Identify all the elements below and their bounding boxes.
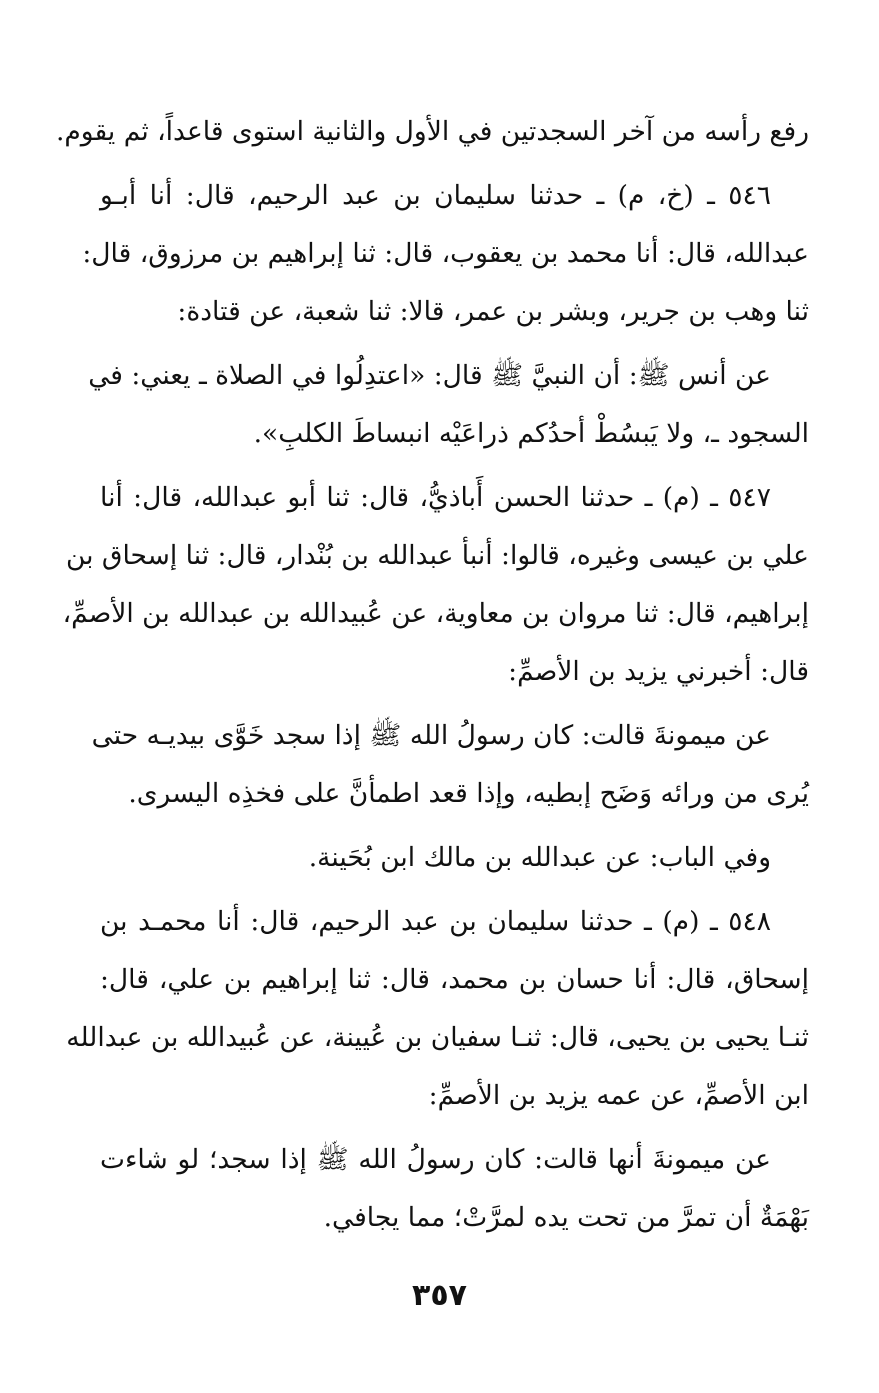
- text-line: ثنا وهب بن جرير، وبشر بن عمر، قالا: ثنا شعبة، عن قتادة:: [177, 296, 809, 327]
- text-line: ثنـا يحيى بن يحيى، قال: ثنـا سفيان بن عُيينة، عن عُبيدالله بن عبدالله: [66, 1022, 809, 1053]
- paragraph: [82, 167, 809, 341]
- text-line: عن أنس ﷺ: أن النبيَّ ﷺ قال: «اعتدِلُوا في الصلاة ـ يعني: في: [88, 360, 771, 391]
- paragraph: [91, 707, 809, 823]
- text-line: إبراهيم، قال: ثنا مروان بن معاوية، عن عُبيدالله بن عبدالله بن الأصمِّ،: [62, 598, 809, 629]
- paragraph: [55, 103, 809, 161]
- text-line: إسحاق، قال: أنا حسان بن محمد، قال: ثنا إبراهيم بن علي، قال:: [100, 964, 809, 995]
- text-line: بَهْمَةٌ أن تمرَّ من تحت يده لمرَّتْ؛ مما يجافي.: [323, 1202, 809, 1233]
- text-line: ابن الأصمِّ، عن عمه يزيد بن الأصمِّ:: [428, 1080, 809, 1111]
- main-text: [55, 103, 809, 1253]
- paragraph: [66, 893, 809, 1125]
- text-line: ٥٤٨ ـ (م) ـ حدثنا سليمان بن عبد الرحيم، قال: أنا محمـد بن: [100, 906, 771, 937]
- text-line: يُرى من ورائه وَضَح إبطيه، وإذا قعد اطمأنَّ على فخذِه اليسرى.: [128, 778, 809, 809]
- text-line: رفع رأسه من آخر السجدتين في الأول والثانية استوى قاعداً، ثم يقوم.: [55, 116, 809, 147]
- text-line: وفي الباب: عن عبدالله بن مالك ابن بُحَينة.: [308, 842, 771, 873]
- paragraph: [62, 469, 809, 701]
- text-line: عبدالله، قال: أنا محمد بن يعقوب، قال: ثنا إبراهيم بن مرزوق، قال:: [82, 238, 809, 269]
- text-line: عن ميمونةَ قالت: كان رسولُ الله ﷺ إذا سجد خَوَّى بيديـه حتى: [91, 720, 771, 751]
- paragraph: [88, 347, 809, 463]
- text-line: ٥٤٧ ـ (م) ـ حدثنا الحسن أَباذيُّ، قال: ثنا أبو عبدالله، قال: أنا: [100, 482, 771, 513]
- paragraph: [100, 1131, 809, 1247]
- text-line: السجود ـ، ولا يَبسُطْ أحدُكم ذراعَيْه انبساطَ الكلبِ».: [253, 418, 809, 449]
- text-line: عن ميمونةَ أنها قالت: كان رسولُ الله ﷺ إذا سجد؛ لو شاءت: [100, 1144, 771, 1175]
- page-number: ٣٥٧: [412, 1278, 467, 1313]
- paragraph: [100, 829, 809, 887]
- text-line: قال: أخبرني يزيد بن الأصمِّ:: [508, 656, 809, 687]
- text-line: علي بن عيسى وغيره، قالوا: أنبأ عبدالله بن بُنْدار، قال: ثنا إسحاق بن: [65, 540, 809, 571]
- text-line: ٥٤٦ ـ (خ، م) ـ حدثنا سليمان بن عبد الرحيم، قال: أنا أبـو: [100, 180, 771, 211]
